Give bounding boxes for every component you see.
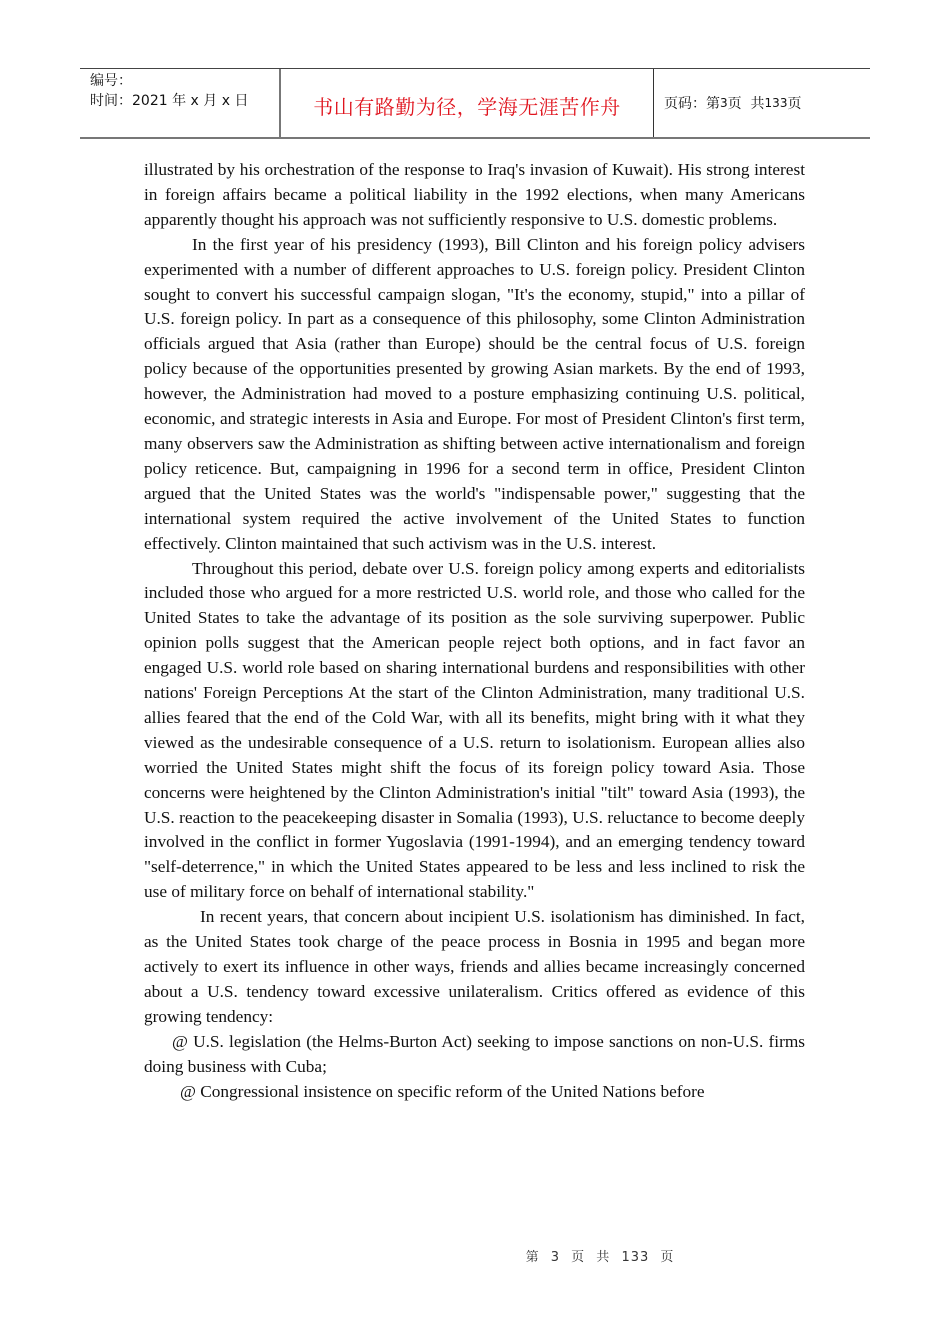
- header-meta-cell: [80, 69, 281, 137]
- motto-text: 书山有路勤为径，学海无涯苦作舟: [313, 94, 621, 119]
- footer-current-page: 3: [550, 1250, 560, 1265]
- page-info-suffix: 页: [787, 96, 802, 112]
- page-total: 133: [764, 96, 788, 110]
- footer-ye: 页: [660, 1250, 675, 1265]
- footer-ye: 页: [571, 1250, 586, 1265]
- serial-label: 编号：: [90, 73, 132, 89]
- bullet-item: @ U.S. legislation (the Helms-Burton Act) seeking to impose sanctions on non-U.S. firms doing business with Cuba;: [144, 1031, 805, 1076]
- paragraph: In the first year of his presidency (1993), Bill Clinton and his foreign policy advisers experimented with a number of different approaches to U.S. foreign policy. President Clinton sought to convert his successful campaign slogan, "It's the economy, stupid," into a pillar of U.S. foreign policy. In part as a consequence of this philosophy, some Clinton Administration officials argued that Asia (rather than Europe) should be the central focus of U.S. foreign policy because of the opportunities presented by growing Asian markets. By the end of 1993, however, the Administration had moved to a posture emphasizing continuing U.S. political, economic, and strategic interests in Asia and Europe. For most of President Clinton's first term, many observers saw the Administration as shifting between active internationalism and foreign policy reticence. But, campaigning in 1996 for a second term in office, President Clinton argued that the United States was the world's "indispensable power," suggesting that the international system required the active involvement of the United States to function effectively. Clinton maintained that such activism was in the U.S. interest.: [144, 234, 805, 553]
- date-label: 时间：2021 年 x 月 x 日: [90, 93, 249, 109]
- page-current: 3: [720, 96, 728, 110]
- page-header: [80, 68, 870, 139]
- paragraph: illustrated by his orchestration of the response to Iraq's invasion of Kuwait). His strong interest in foreign affairs became a political liability in the 1992 elections, when many Americans apparently thought his approach was not sufficiently responsive to U.S. domestic problems.: [144, 160, 805, 229]
- footer-gong: 共: [596, 1250, 611, 1265]
- bullet-item: @ Congressional insistence on specific reform of the United Nations before: [180, 1081, 705, 1101]
- paragraph: In recent years, that concern about incipient U.S. isolationism has diminished. In fact, as the United States took charge of the peace process in Bosnia in 1995 and began more actively to exert its influence in other ways, friends and allies became increasingly concerned about a U.S. tendency toward excessive unilateralism. Critics offered as evidence of this growing tendency:: [144, 907, 805, 1026]
- header-motto-cell: [281, 69, 654, 137]
- page-info-mid: 页 共: [727, 96, 765, 112]
- footer-total-pages: 133: [621, 1250, 650, 1265]
- header-page-info-cell: [654, 69, 870, 137]
- footer-di: 第: [525, 1250, 540, 1265]
- page-info-prefix: 页码：第: [664, 96, 720, 112]
- document-body: [144, 158, 805, 1104]
- page-footer: [0, 1246, 950, 1265]
- paragraph: Throughout this period, debate over U.S. foreign policy among experts and editorialists included those who argued for a more restricted U.S. world role, and those who called for the United States to take the advantage of its position as the sole surviving superpower. Public opinion polls suggest that the American people reject both options, and in fact favor an engaged U.S. world role based on sharing international burdens and responsibilities with other nations' Foreign Perceptions At the start of the Clinton Administration, many traditional U.S. allies feared that the end of the Cold War, with all its benefits, might bring with it what they viewed as the undesirable consequence of a U.S. return to isolationism. European allies also worried the United States might shift the focus of its foreign policy toward Asia. Those concerns were heightened by the Clinton Administration's initial "tilt" toward Asia (1993), the U.S. reaction to the peacekeeping disaster in Somalia (1993), U.S. reluctance to become deeply involved in the conflict in former Yugoslavia (1991-1994), and an emerging tendency toward "self-deterrence," in which the United States appeared to be less and less inclined to risk the use of military force on behalf of international stability.": [144, 558, 805, 902]
